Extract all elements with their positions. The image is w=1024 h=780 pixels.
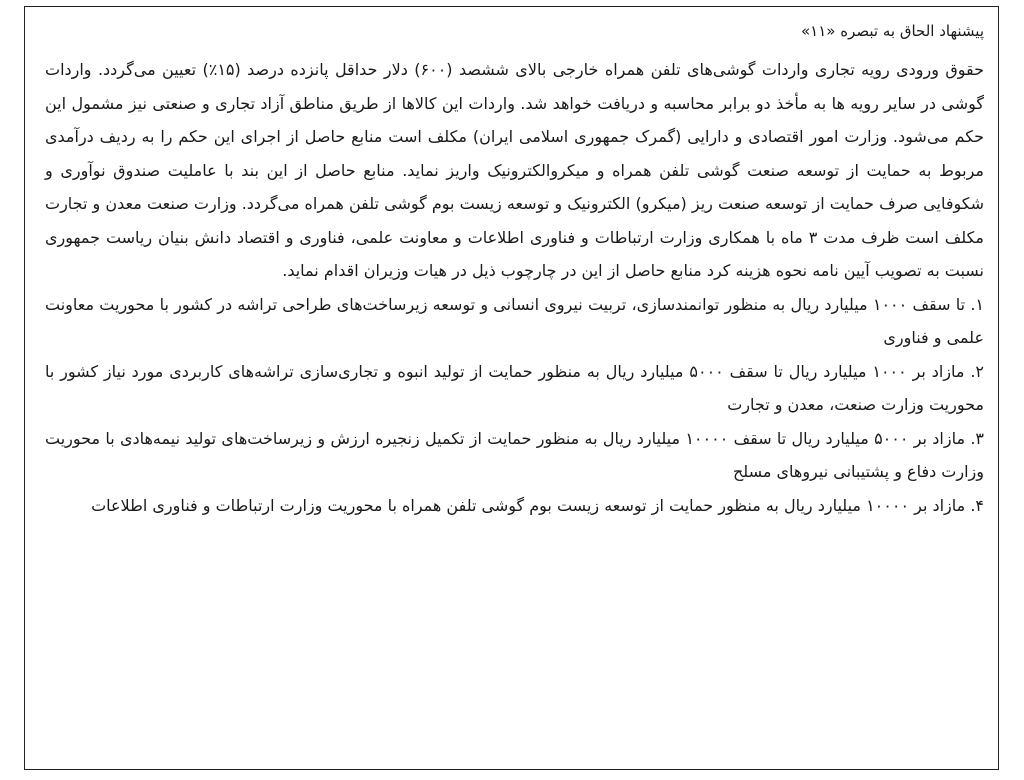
clause-3: ۳. مازاد بر ۵۰۰۰ میلیارد ریال تا سقف ۱۰۰۰۰ میلیارد ریال به منظور حمایت از تکمیل زنجیره ارزش و زیرساخت‌های تولید نیمه‌هادی با محوریت وزارت دفاع و پشتیبانی نیروهای مسلح bbox=[45, 428, 985, 481]
document-title: پیشنهاد الحاق به تبصره «۱۱» bbox=[800, 22, 984, 40]
document-frame bbox=[24, 6, 999, 770]
main-paragraph: حقوق ورودی رویه تجاری واردات گوشی‌های تلفن همراه خارجی بالای ششصد (۶۰۰) دلار حداقل پانزده درصد (۱۵٪) تعیین می‌گردد. واردات گوشی در سایر رویه ها به مأخذ دو برابر محاسبه و دریافت خواهد شد. واردات این کالاها از طریق مناطق آزاد تجاری و صنعتی نیز مشمول این حکم می‌شود. وزارت امور اقتصادی و دارایی (گمرک جمهوری اسلامی ایران) مکلف است منابع حاصل از اجرای این حکم را به ردیف درآمدی مربوط به حمایت از توسعه صنعت گوشی تلفن همراه و میکروالکترونیک واریز نماید. منابع حاصل از این بند با عاملیت صندوق نوآوری و شکوفایی صرف حمایت از توسعه صنعت ریز (میکرو) الکترونیک و توسعه زیست بوم گوشی تلفن همراه می‌گردد. وزارت صنعت معدن و تجارت مکلف است ظرف مدت ۳ ماه با همکاری وزارت ارتباطات و فناوری اطلاعات و معاونت علمی، فناوری و اقتصاد دانش بنیان ریاست جمهوری نسبت به تصویب آیین نامه نحوه هزینه کرد منابع حاصل از این در چارچوب ذیل در هیات وزیران اقدام نماید. bbox=[45, 60, 984, 280]
clause-2: ۲. مازاد بر ۱۰۰۰ میلیارد ریال تا سقف ۵۰۰۰ میلیارد ریال به منظور حمایت از تولید انبوه و تجاری‌سازی تراشه‌های کاربردی مورد نیاز کشور با محوریت وزارت صنعت، معدن و تجارت bbox=[45, 361, 985, 414]
clause-1: ۱. تا سقف ۱۰۰۰ میلیارد ریال به منظور توانمندسازی، تربیت نیروی انسانی و توسعه زیرساخت‌های طراحی تراشه در کشور با محوریت معاونت علمی و فناوری bbox=[45, 294, 984, 347]
clause-4: ۴. مازاد بر ۱۰۰۰۰ میلیارد ریال به منظور حمایت از توسعه زیست بوم گوشی تلفن همراه با محوریت وزارت ارتباطات و فناوری اطلاعات bbox=[91, 495, 984, 515]
